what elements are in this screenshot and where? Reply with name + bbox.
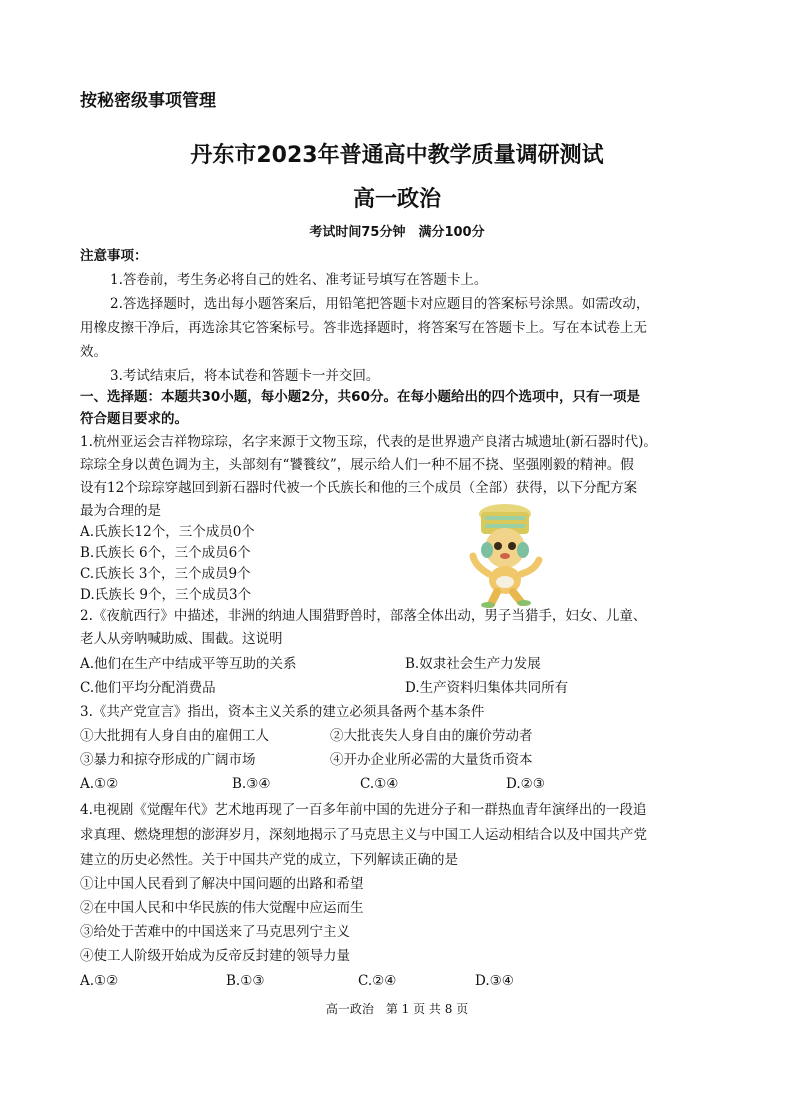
q1-option-c: C.氏族长 3个，三个成员9个: [80, 566, 251, 582]
q1-stem: 琮琮全身以黄色调为主，头部刻有“饕餮纹”，展示给人们一种不屈不挠、坚强刚毅的精神。假: [80, 457, 634, 473]
q1-stem: 最为合理的是: [80, 503, 161, 519]
q3-stem: 3.《共产党宣言》指出，资本主义关系的建立必须具备两个基本条件: [80, 704, 485, 720]
q4-stem: 求真理、燃烧理想的澎湃岁月，深刻地揭示了马克思主义与中国工人运动相结合以及中国共产党: [80, 827, 647, 843]
q3-item-4: ④开办企业所必需的大量货币资本: [330, 752, 533, 768]
q1-option-b: B.氏族长 6个，三个成员6个: [80, 545, 251, 561]
q1-option-a: A.氏族长12个，三个成员0个: [80, 524, 255, 540]
q1-stem: 1.杭州亚运会吉祥物琮琮，名字来源于文物玉琮，代表的是世界遗产良渚古城遗址(新石器时代)。: [80, 434, 657, 450]
q4-option-b: B.①③: [226, 973, 265, 989]
q4-option-c: C.②④: [358, 973, 397, 989]
q4-option-a: A.①②: [80, 973, 119, 989]
q4-stem: 建立的历史必然性。关于中国共产党的成立，下列解读正确的是: [80, 852, 458, 868]
q3-option-a: A.①②: [80, 776, 119, 792]
notice-line: 3.考试结束后，将本试卷和答题卡一并交回。: [110, 368, 380, 384]
notice-heading: 注意事项：: [80, 248, 148, 264]
subject-title: 高一政治: [352, 187, 441, 212]
q3-item-2: ②大批丧失人身自由的廉价劳动者: [330, 728, 533, 744]
notice-line: 效。: [80, 344, 107, 360]
page-footer: 高一政治 第 1 页 共 8 页: [325, 1002, 469, 1016]
q2-option-d: D.生产资料归集体共同所有: [405, 680, 569, 696]
q2-option-c: C.他们平均分配消费品: [80, 680, 216, 696]
notice-line: 2.答选择题时，选出每小题答案后，用铅笔把答题卡对应题目的答案标号涂黑。如需改动，: [110, 296, 650, 312]
q2-stem: 2.《夜航西行》中描述，非洲的纳迪人围猎野兽时，部落全体出动，男子当猎手，妇女、儿童、: [80, 608, 647, 624]
exam-info: 考试时间75分钟 满分100分: [309, 225, 485, 240]
q3-item-1: ①大批拥有人身自由的雇佣工人: [80, 728, 269, 744]
q4-option-d: D.③④: [475, 973, 514, 989]
q3-option-b: B.③④: [232, 776, 271, 792]
q4-item: ①让中国人民看到了解决中国问题的出路和希望: [80, 876, 364, 892]
q3-item-3: ③暴力和掠夺形成的广阔市场: [80, 752, 256, 768]
q4-item: ②在中国人民和中华民族的伟大觉醒中应运而生: [80, 900, 364, 916]
mascot-image: [455, 500, 555, 610]
q2-option-b: B.奴隶社会生产力发展: [405, 656, 541, 672]
q1-option-d: D.氏族长 9个，三个成员3个: [80, 587, 252, 603]
q4-stem: 4.电视剧《觉醒年代》艺术地再现了一百多年前中国的先进分子和一群热血青年演绎出的一段追: [80, 802, 647, 818]
confidential-label: 按秘密级事项管理: [80, 91, 216, 111]
q2-option-a: A.他们在生产中结成平等互助的关系: [80, 656, 297, 672]
section-heading: 一、选择题：本题共30小题，每小题2分，共60分。在每小题给出的四个选项中，只有一项是: [80, 389, 640, 405]
q4-item: ③给处于苦难中的中国送来了马克思列宁主义: [80, 924, 350, 940]
notice-line: 1.答卷前，考生务必将自己的姓名、准考证号填写在答题卡上。: [110, 272, 488, 288]
q3-option-d: D.②③: [506, 776, 545, 792]
exam-title: 丹东市2023年普通高中教学质量调研测试: [190, 143, 604, 168]
q3-option-c: C.①④: [360, 776, 399, 792]
q1-stem: 设有12个琮琮穿越回到新石器时代被一个氏族长和他的三个成员（全部）获得，以下分配方案: [80, 480, 638, 496]
notice-line: 用橡皮擦干净后，再选涂其它答案标号。答非选择题时，将答案写在答题卡上。写在本试卷上无: [80, 320, 647, 336]
section-heading: 符合题目要求的。: [80, 411, 188, 427]
q2-stem: 老人从旁呐喊助威、围截。这说明: [80, 631, 283, 647]
q4-item: ④使工人阶级开始成为反帝反封建的领导力量: [80, 948, 350, 964]
